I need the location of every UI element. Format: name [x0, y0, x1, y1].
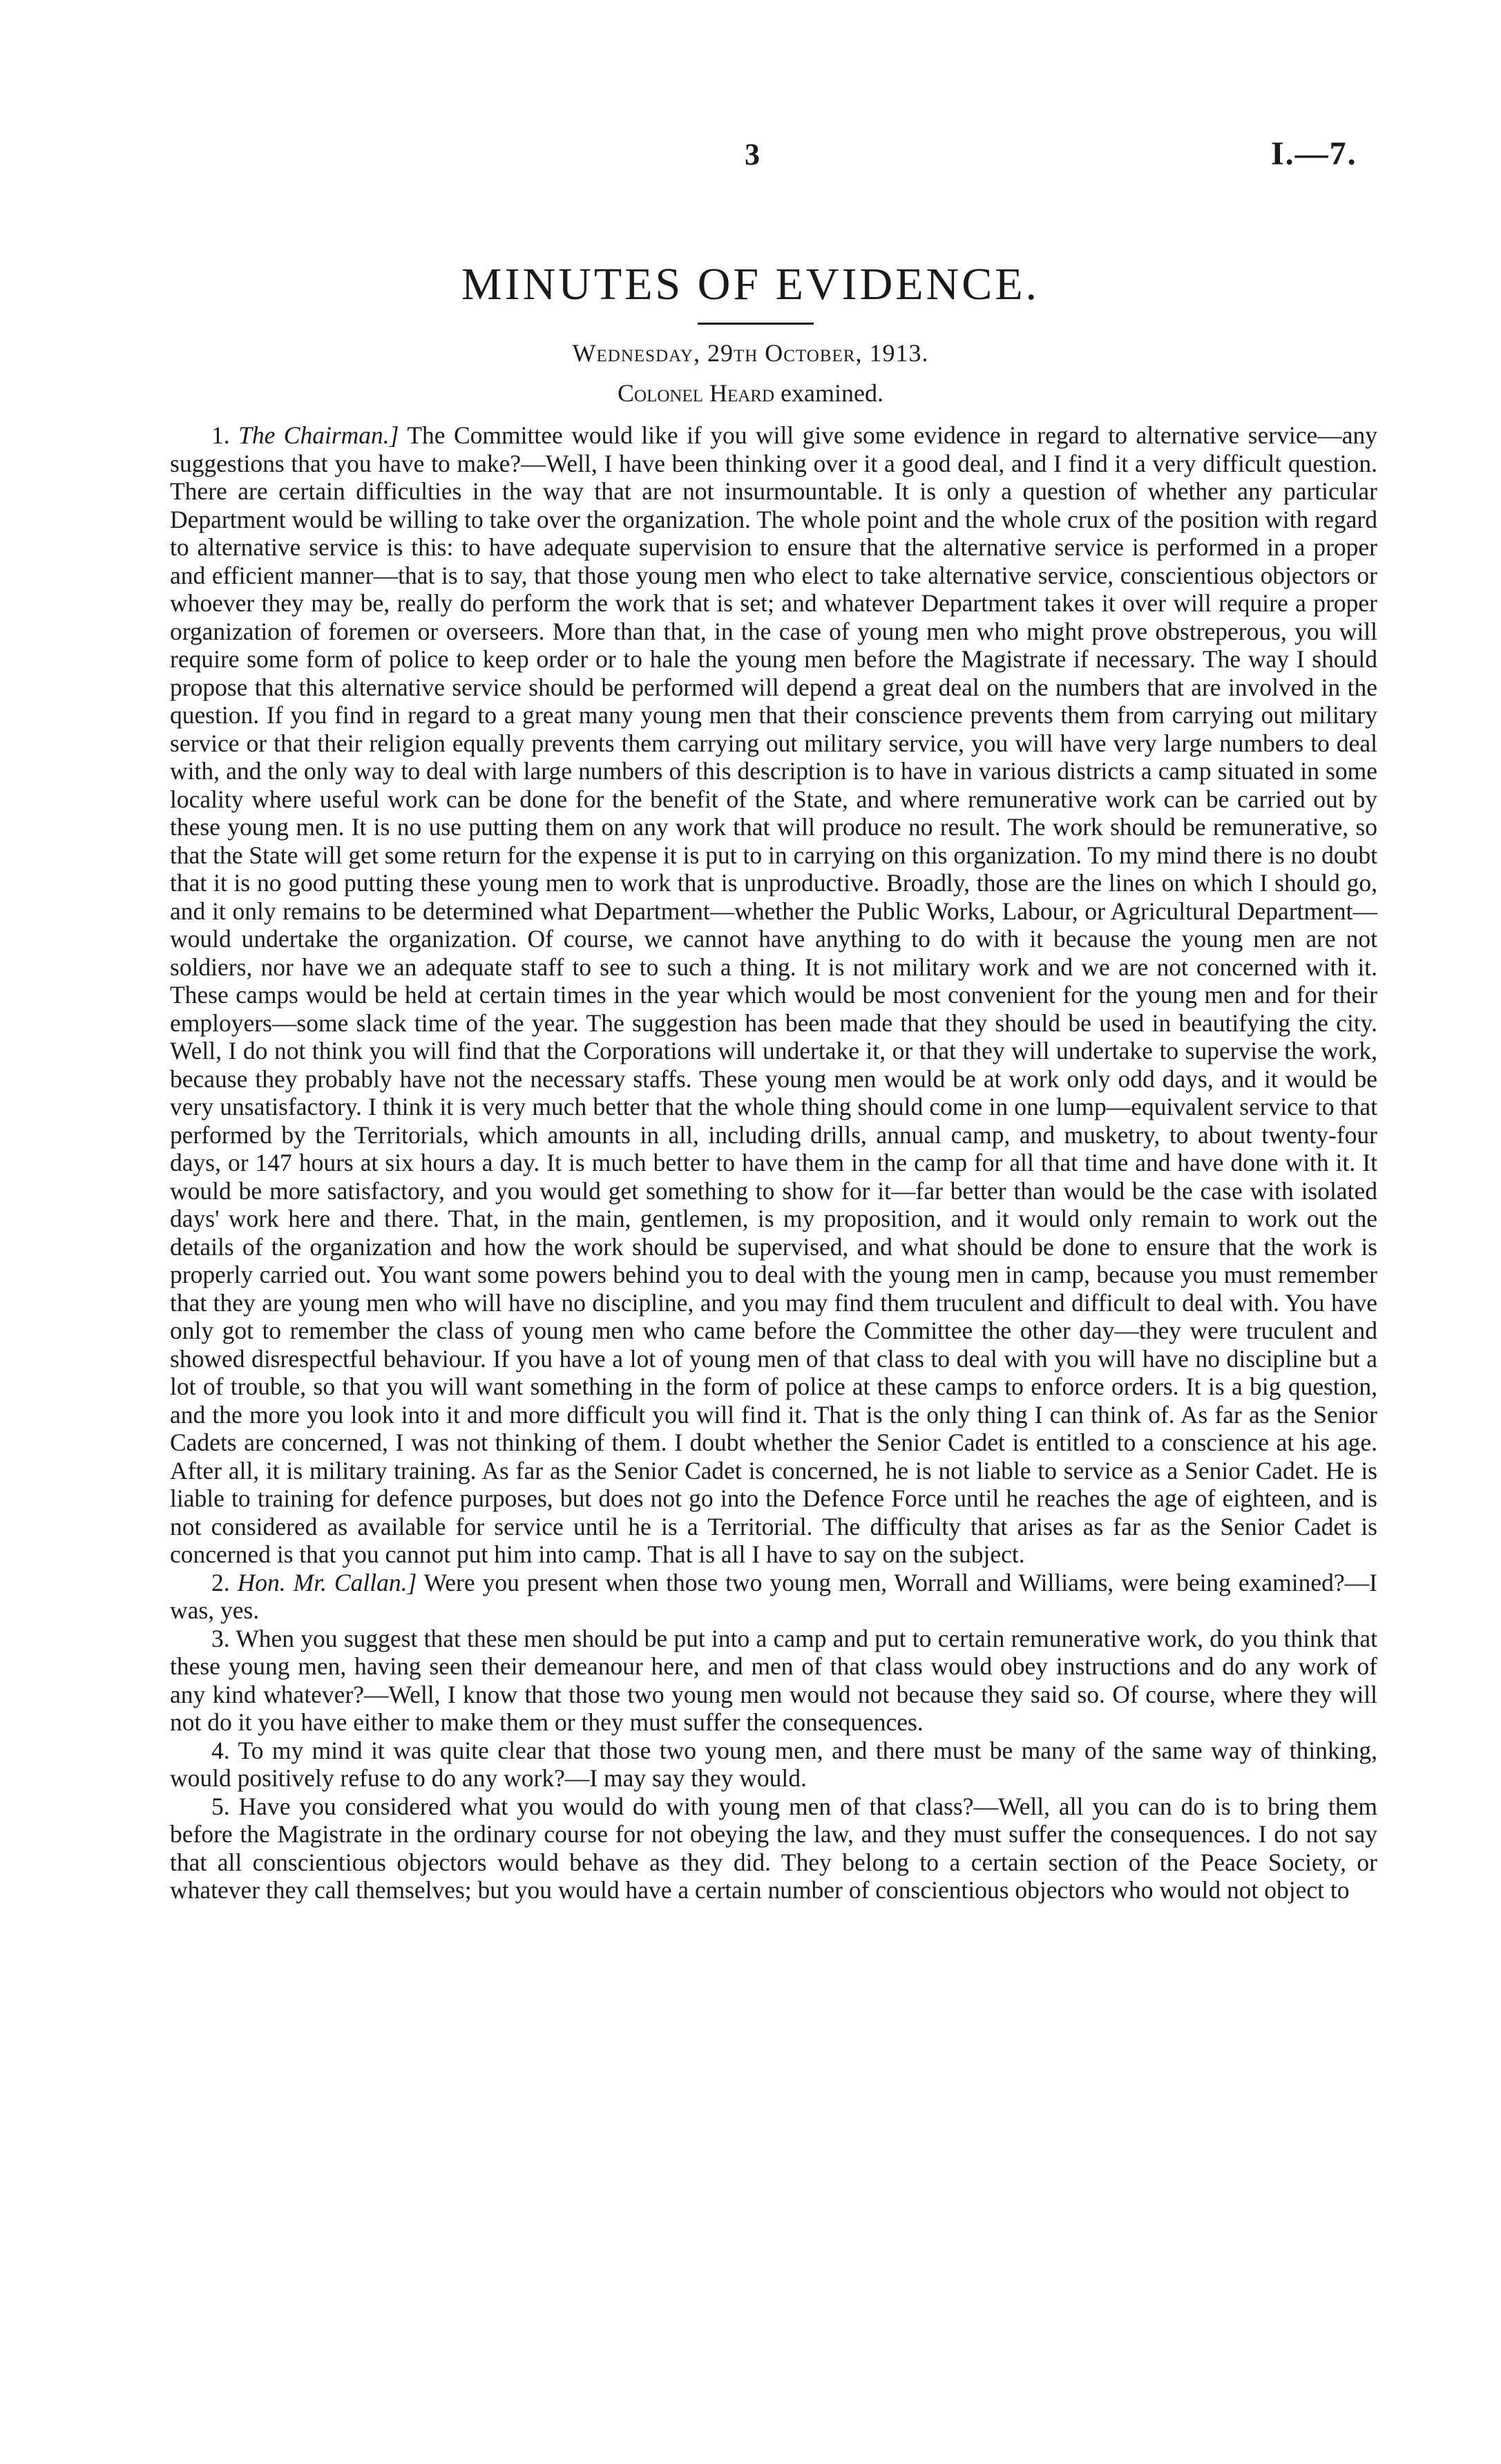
- question-text: Were you present when those two young men, Worrall and Williams, were being examined?—I was, yes.: [170, 1568, 1377, 1624]
- question-paragraph: [170, 1737, 1377, 1793]
- question-paragraph: [170, 421, 1377, 1569]
- evidence-body: [170, 421, 1377, 1904]
- question-paragraph: [170, 1793, 1377, 1904]
- question-paragraph: [170, 1625, 1377, 1737]
- question-text: When you suggest that these men should be put into a camp and put to certain remunerative work, do you think that these young men, having seen their demeanour here, and men of that class would obey instructions and do any work of any kind whatever?—Well, I know that those two young men would not because they said so. Of course, where they will not do it you have either to make them or they must suffer the consequences.: [170, 1624, 1377, 1736]
- question-text: To my mind it was quite clear that those two young men, and there must be many of the same way of thinking, would positively refuse to do any work?—I may say they would.: [170, 1736, 1378, 1792]
- witness-line: [0, 379, 1501, 408]
- question-text: The Committee would like if you will give some evidence in regard to alternative service—any suggestions that you have to make?—Well, I have been thinking over it a good deal, and I find it a very difficult question. There are certain difficulties in the way that are not insurmountable. It is only a question of whether any particular Department would be willing to take over the organization. The whole point and the whole crux of the position with regard to alternative service is this: to have adequate supervision to ensure that the alternative service is performed in a proper and efficient manner—that is to say, that those young men who elect to take alternative service, conscientious objectors or whoever they may be, really do perform the work that is set; and whatever Department takes it over will require a proper organization of foremen or overseers. More than that, in the case of young men who might prove obstreperous, you will require some form of police to keep order or to hale the young men before the Magistrate if necessary. The way I should propose that this alternative service should be performed will depend a great deal on the numbers that are involved in the question. If you find in regard to a great many young men that their conscience prevents them from carrying out military service or that their religion equally prevents them carrying out military service, you will have very large numbers to deal with, and the only way to deal with large numbers of this description is to have in various districts a camp situated in some locality where useful work can be done for the benefit of the State, and where remunerative work can be carried out by these young men. It is no use putting them on any work that will produce no result. The work should be remunerative, so that the State will get some return for the expense it is put to in carrying on this organization. To my mind there is no doubt that it is no good putting these young men to work that is unproductive. Broadly, those are the lines on which I should go, and it only remains to be determined what Department—whether the Public Works, Labour, or Agricultural Department—would undertake the organization. Of course, we cannot have anything to do with it because the young men are not soldiers, nor have we an adequate staff to see to such a thing. It is not military work and we are not concerned with it. These camps would be held at certain times in the year which would be most convenient for the young men and for their employers—some slack time of the year. The suggestion has been made that they should be used in beautifying the city. Well, I do not think you will find that the Corporations will undertake it, or that they will undertake to supervise the work, because they probably have not the necessary staffs. These young men would be at work only odd days, and it would be very unsatisfactory. I think it is very much better that the whole thing should come in one lump—equivalent service to that performed by the Territorials, which amounts in all, including drills, annual camp, and musketry, to about twenty-four days, or 147 hours at six hours a day. It is much better to have them in the camp for all that time and have done with it. It would be more satisfactory, and you would get something to show for it—far better than would be the case with isolated days' work here and there. That, in the main, gentlemen, is my proposition, and it would only remain to work out the details of the organization and how the work should be supervised, and what should be done to ensure that the work is properly carried out. You want some powers behind you to deal with the young men in camp, because you must remember that they are young men who will have no discipline, and you may find them truculent and difficult to deal with. You have only got to remember the class of young men who came before the Committee the other day—they were truculent and showed disrespectful behaviour. If you have a lot of young men of that class to deal with you will have no discipline but a lot of trouble, so that you will want something in the form of police at these camps to enforce orders. It is a big question, and the more you look into it and more difficult you will find it. That is the only thing I can think of. As far as the Senior Cadets are concerned, I was not thinking of them. I doubt whether the Senior Cadet is entitled to a conscience at his age. After all, it is military training. As far as the Senior Cadet is concerned, he is not liable to service as a Senior Cadet. He is liable to training for defence purposes, but does not go into the Defence Force until he reaches the age of eighteen, and is not considered as available for service until he is a Territorial. The difficulty that arises as far as the Senior Cadet is concerned is that you cannot put him into camp. That is all I have to say on the subject.: [170, 421, 1378, 1568]
- sitting-date: Wednesday, 29th October, 1913.: [572, 339, 929, 367]
- page-number: 3: [745, 137, 760, 171]
- question-number: 2.: [211, 1568, 230, 1596]
- question-paragraph: [170, 1569, 1377, 1625]
- question-number: 3.: [211, 1624, 230, 1652]
- question-number: 5.: [211, 1792, 230, 1820]
- title-divider: [698, 323, 814, 325]
- speaker-name: The Chairman.]: [238, 421, 399, 449]
- witness-suffix: examined.: [774, 379, 883, 407]
- document-reference: I.—7.: [1271, 135, 1357, 172]
- speaker-name: Hon. Mr. Callan.]: [237, 1568, 417, 1596]
- question-number: 4.: [211, 1736, 230, 1764]
- question-number: 1.: [211, 421, 230, 449]
- page-title: MINUTES OF EVIDENCE.: [461, 259, 1040, 309]
- question-text: Have you considered what you would do with young men of that class?—Well, all you can do is to bring them before the Magistrate in the ordinary course for not obeying the law, and they must suffer the consequences. I do not say that all conscientious objectors would behave as they did. They belong to a certain section of the Peace Society, or whatever they call themselves; but you would have a certain number of conscientious objectors who would not object to: [170, 1792, 1378, 1904]
- witness-name: Colonel Heard: [618, 379, 775, 407]
